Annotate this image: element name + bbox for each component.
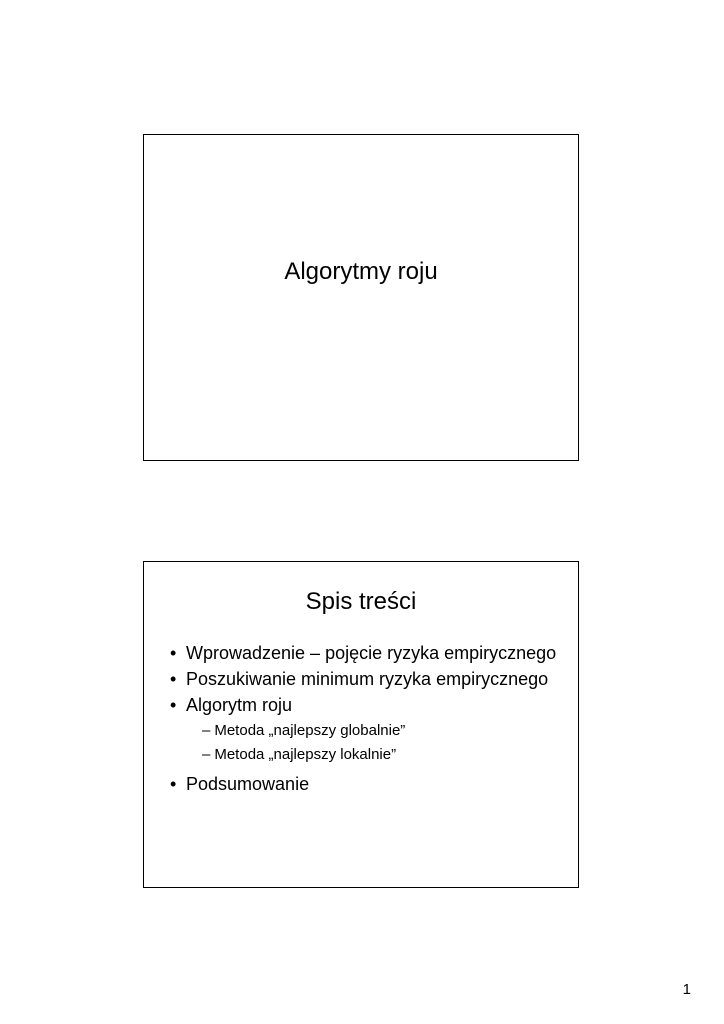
bullet-marker: •	[170, 643, 177, 663]
page-number: 1	[682, 981, 691, 998]
toc-item-swarm-algorithm	[170, 694, 570, 767]
slide-title: Spis treści	[305, 588, 417, 615]
bullet-marker: •	[170, 695, 177, 715]
bullet-marker: •	[170, 774, 177, 794]
toc-sublist	[186, 719, 570, 767]
toc-subitem-label: Metoda „najlepszy lokalnie”	[214, 746, 397, 763]
toc-item-label: Algorytm roju	[186, 695, 293, 715]
dash-marker: –	[202, 746, 211, 763]
bullet-marker: •	[170, 669, 177, 689]
slide-table-of-contents	[143, 561, 579, 888]
toc-list	[170, 642, 570, 799]
toc-subitem-global	[186, 719, 570, 743]
toc-item-search-minimum	[170, 668, 570, 691]
toc-item-summary	[170, 773, 570, 796]
toc-item-label: Wprowadzenie – pojęcie ryzyka empirycznego	[186, 643, 557, 663]
toc-item-label: Poszukiwanie minimum ryzyka empirycznego	[186, 669, 549, 689]
dash-marker: –	[202, 722, 211, 739]
toc-subitem-local	[186, 743, 570, 767]
toc-subitem-label: Metoda „najlepszy globalnie”	[214, 722, 406, 739]
toc-item-introduction	[170, 642, 570, 665]
slide-title: Algorytmy roju	[284, 258, 438, 285]
slide-title-page	[143, 134, 579, 461]
toc-item-label: Podsumowanie	[186, 774, 310, 794]
